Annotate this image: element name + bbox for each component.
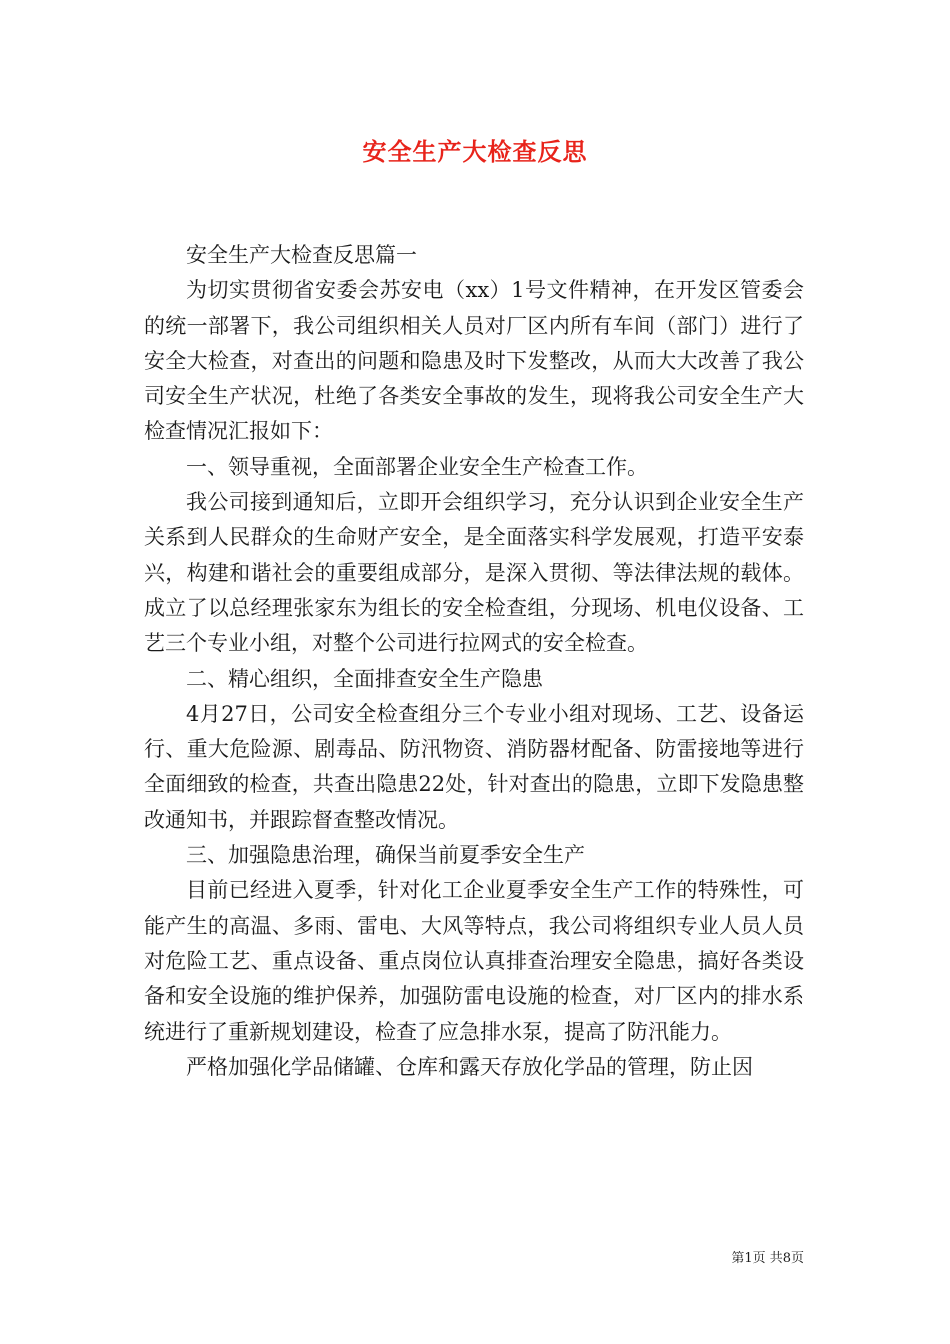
document-body [144,238,804,1085]
paragraph-intro: 为切实贯彻省安委会苏安电（xx）1号文件精神，在开发区管委会的统一部署下，我公司组织相关人员对厂区内所有车间（部门）进行了安全大检查，对查出的问题和隐患及时下发整改，从而大大改善了我公司安全生产状况，杜绝了各类安全事故的发生，现将我公司安全生产大检查情况汇报如下： [144,278,804,444]
heading-section-2: 二、精心组织，全面排查安全生产隐患 [186,666,543,691]
heading-section-1: 一、领导重视，全面部署企业安全生产检查工作。 [186,454,648,479]
paragraph-section-2: 4月27日，公司安全检查组分三个专业小组对现场、工艺、设备运行、重大危险源、剧毒品、防汛物资、消防器材配备、防雷接地等进行全面细致的检查，共查出隐患22处，针对查出的隐患，立即下发隐患整改通知书，并跟踪督查整改情况。 [144,701,804,832]
paragraph-continued: 严格加强化学品储罐、仓库和露天存放化学品的管理，防止因 [186,1054,753,1079]
page-number: 第1页 共8页 [731,1251,804,1266]
paragraph-section-3: 目前已经进入夏季，针对化工企业夏季安全生产工作的特殊性，可能产生的高温、多雨、雷电、大风等特点，我公司将组织专业人员人员对危险工艺、重点设备、重点岗位认真排查治理安全隐患，搞好各类设备和安全设施的维护保养，加强防雷电设施的检查，对厂区内的排水系统进行了重新规划建设，检查了应急排水泵，提高了防汛能力。 [144,878,804,1044]
heading-section-3: 三、加强隐患治理，确保当前夏季安全生产 [186,843,585,868]
document-title: 安全生产大检查反思 [362,137,588,166]
section-subtitle: 安全生产大检查反思篇一 [186,243,417,267]
paragraph-section-1: 我公司接到通知后，立即开会组织学习，充分认识到企业安全生产关系到人民群众的生命财产安全，是全面落实科学发展观，打造平安泰兴，构建和谐社会的重要组成部分，是深入贯彻、等法律法规的载体。成立了以总经理张家东为组长的安全检查组，分现场、机电仪设备、工艺三个专业小组，对整个公司进行拉网式的安全检查。 [144,490,804,656]
